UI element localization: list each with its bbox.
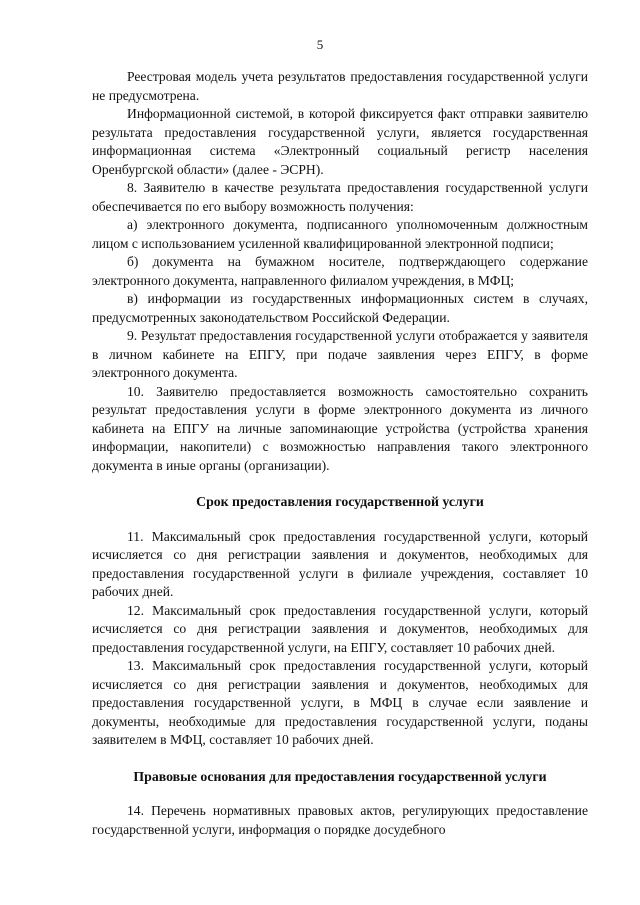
- paragraph-8b: б) документа на бумажном носителе, подтверждающего содержание электронного документа, направленного филиалом учреждения, в МФЦ;: [92, 254, 588, 288]
- section-heading-term: Срок предоставления государственной услуги: [196, 494, 484, 509]
- paragraph-information-system: Информационной системой, в которой фиксируется факт отправки заявителю результата предоставления государственной услуги, является государственная информационная система «Электронный социальный регистр населения Оренбургской области» (далее - ЭСРН).: [92, 106, 588, 177]
- paragraph-9: 9. Результат предоставления государственной услуги отображается у заявителя в личном кабинете на ЕПГУ, при подаче заявления через ЕПГУ, в форме электронного документа.: [92, 328, 588, 380]
- paragraph-13: 13. Максимальный срок предоставления государственной услуги, который исчисляется со дня регистрации заявления и документов, необходимых для предоставления государственной услуги, в МФЦ в случае если заявление и документы, необходимые для предоставления государственной услуги, поданы заявителем в МФЦ, составляет 10 рабочих дней.: [92, 658, 588, 747]
- paragraph-11: 11. Максимальный срок предоставления государственной услуги, который исчисляется со дня регистрации заявления и документов, необходимых для предоставления государственной услуги в филиале учреждения, составляет 10 рабочих дней.: [92, 528, 588, 599]
- page-number: 5: [316, 37, 324, 52]
- paragraph-12: 12. Максимальный срок предоставления государственной услуги, который исчисляется со дня регистрации заявления и документов, необходимых для предоставления государственной услуги, на ЕПГУ, составляет 10 рабочих дней.: [92, 602, 588, 655]
- paragraph-8a: а) электронного документа, подписанного уполномоченным должностным лицом с использованием усиленной квалифицированной электронной подписи;: [92, 217, 588, 251]
- paragraph-registry-model: Реестровая модель учета результатов предоставления государственной услуги не предусмотрена.: [92, 69, 588, 103]
- document-body: [92, 68, 588, 839]
- paragraph-14: 14. Перечень нормативных правовых актов, регулирующих предоставление государственной услуги, информация о порядке досудебного: [92, 803, 588, 837]
- paragraph-8c: в) информации из государственных информационных систем в случаях, предусмотренных законодательством Российской Федерации.: [92, 291, 588, 325]
- paragraph-8: 8. Заявителю в качестве результата предоставления государственной услуги обеспечивается по его выбору возможность получения:: [92, 180, 588, 214]
- paragraph-10: 10. Заявителю предоставляется возможность самостоятельно сохранить результат предоставления услуги в форме электронного документа из личного кабинета на ЕПГУ на личные запоминающие устройства (устройства хранения информации, накопители) с возможностью направления такого электронного документа в иные органы (организации).: [92, 383, 588, 473]
- section-heading-legal-basis: Правовые основания для предоставления государственной услуги: [133, 768, 547, 784]
